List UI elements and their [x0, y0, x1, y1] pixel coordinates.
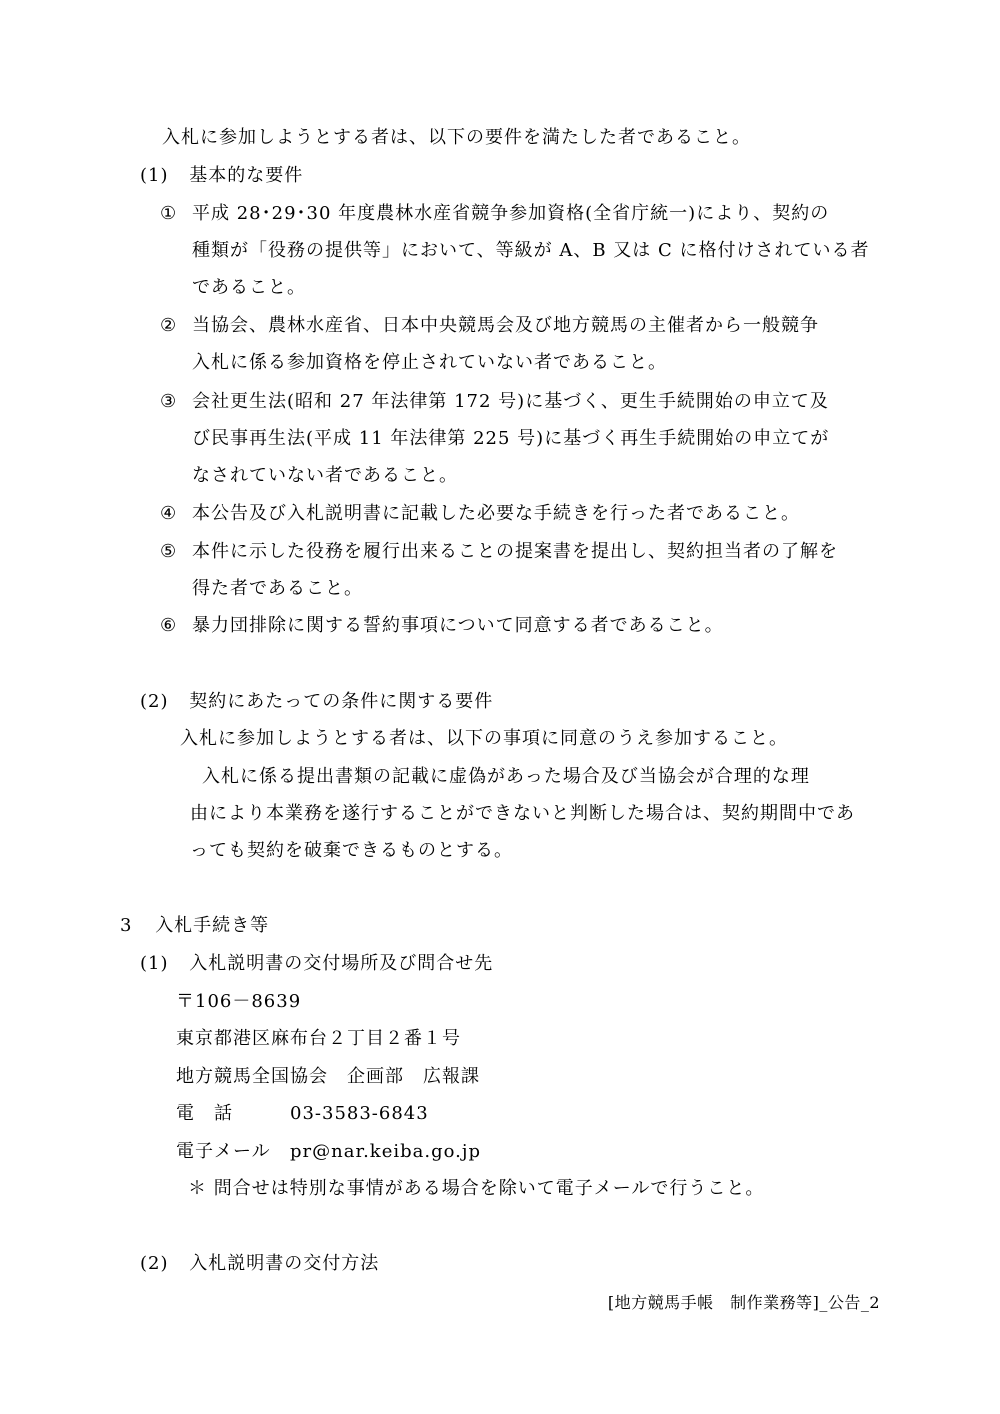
section-2-label: (2) — [140, 691, 169, 712]
item-6-mark: ⑥ — [160, 615, 178, 636]
section-2-line-2: 由により本業務を遂行することができないと判断した場合は、契約期間中であ — [190, 803, 855, 824]
email-address[interactable]: pr@nar.keiba.go.jp — [290, 1141, 481, 1162]
tel-number: 03-3583-6843 — [290, 1103, 429, 1124]
section-3-1-label: (1) — [140, 953, 169, 974]
email-label: 電子メール — [176, 1141, 271, 1162]
item-1-line-2: 種類が「役務の提供等」において、等級が A、B 又は C に格付けされている者 — [192, 240, 870, 261]
item-4-mark: ④ — [160, 503, 178, 524]
item-2-line-2: 入札に係る参加資格を停止されていない者であること。 — [192, 352, 667, 373]
section-1-heading — [140, 164, 303, 188]
section-3-2-label: (2) — [140, 1253, 169, 1274]
item-3-line-2: び民事再生法(平成 11 年法律第 225 号)に基づく再生手続開始の申立てが — [192, 428, 830, 449]
section-3-heading — [120, 914, 269, 938]
section-3-2-heading — [140, 1252, 379, 1276]
item-1-mark: ① — [160, 203, 178, 224]
section-1-label: (1) — [140, 165, 169, 186]
section-2-intro: 入札に参加しようとする者は、以下の事項に同意のうえ参加すること。 — [180, 728, 788, 749]
item-5-line-1: 本件に示した役務を履行出来ることの提案書を提出し、契約担当者の了解を — [192, 541, 838, 562]
section-1-title: 基本的な要件 — [189, 165, 304, 186]
item-2-line-1: 当協会、農林水産省、日本中央競馬会及び地方競馬の主催者から一般競争 — [192, 315, 819, 336]
item-6-line-1: 暴力団排除に関する誓約事項について同意する者であること。 — [192, 615, 724, 636]
section-3-1-heading — [140, 952, 493, 976]
section-2-line-1: 入札に係る提出書類の記載に虚偽があった場合及び当協会が合理的な理 — [202, 766, 810, 787]
item-5-mark: ⑤ — [160, 541, 178, 562]
section-3-title: 入札手続き等 — [155, 915, 270, 936]
item-3-line-1: 会社更生法(昭和 27 年法律第 172 号)に基づく、更生手続開始の申立て及 — [192, 391, 829, 412]
section-2-title: 契約にあたっての条件に関する要件 — [189, 691, 494, 712]
section-3-2-title: 入札説明書の交付方法 — [189, 1253, 380, 1274]
item-2-mark: ② — [160, 315, 178, 336]
section-3-1-title: 入札説明書の交付場所及び問合せ先 — [189, 953, 494, 974]
address: 東京都港区麻布台２丁目２番１号 — [176, 1028, 461, 1049]
tel-label: 電 話 — [176, 1103, 233, 1124]
item-4-line-1: 本公告及び入札説明書に記載した必要な手続きを行った者であること。 — [192, 503, 800, 524]
item-3-mark: ③ — [160, 391, 178, 412]
item-5-line-2: 得た者であること。 — [192, 578, 363, 599]
contact-note: ＊ 問合せは特別な事情がある場合を除いて電子メールで行うこと。 — [188, 1178, 765, 1199]
item-1-line-1: 平成 28･29･30 年度農林水産省競争参加資格(全省庁統一)により、契約の — [192, 203, 830, 224]
section-2-line-3: っても契約を破棄できるものとする。 — [190, 840, 513, 861]
item-1-line-3: であること。 — [192, 277, 306, 298]
section-2-heading — [140, 690, 493, 714]
organization: 地方競馬全国協会 企画部 広報課 — [176, 1066, 480, 1087]
item-3-line-3: なされていない者であること。 — [192, 465, 458, 486]
section-3-number: 3 — [120, 915, 133, 936]
postal-code: 〒106－8639 — [176, 991, 302, 1012]
intro-text: 入札に参加しようとする者は、以下の要件を満たした者であること。 — [162, 127, 751, 148]
page-footer: [地方競馬手帳 制作業務等]_公告_2 — [607, 1293, 880, 1312]
